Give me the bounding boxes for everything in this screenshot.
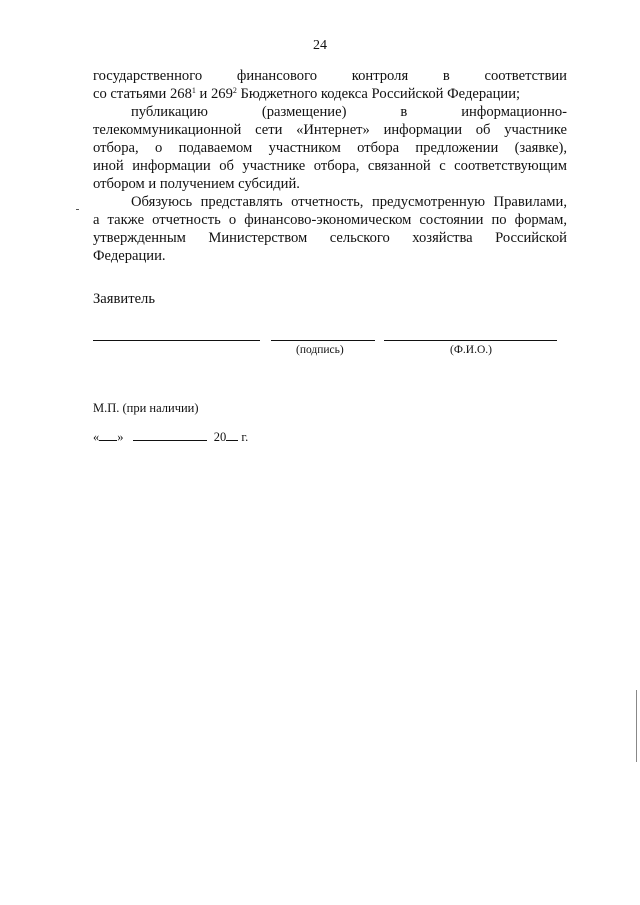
- close-quote: »: [117, 430, 124, 444]
- year-prefix: 20: [213, 430, 227, 444]
- paragraph-publication: [93, 103, 567, 193]
- year-suffix: г.: [238, 430, 249, 444]
- paragraph-reporting: [93, 193, 567, 265]
- signature-caption: (подпись): [296, 344, 344, 356]
- scan-speck: [76, 209, 79, 210]
- fio-caption: (Ф.И.О.): [450, 344, 492, 356]
- month-blank: [133, 428, 207, 441]
- paragraph-line: Обязуюсь представлять отчетность, предусмотренную Правилами,: [131, 194, 567, 210]
- text-fragment: Бюджетного кодекса Российской Федерации;: [236, 86, 521, 102]
- fio-line: [384, 340, 557, 341]
- paragraph-line: иной информации об участнике отбора, связанной с соответствующим: [93, 158, 567, 174]
- paragraph-line: публикацию (размещение) в информационно-: [131, 104, 567, 120]
- date-line: [93, 428, 248, 445]
- applicant-label: Заявитель: [93, 291, 155, 307]
- text-fragment: и 269: [195, 86, 233, 102]
- paragraph-line: а также отчетность о финансово-экономическом состоянии по формам,: [93, 212, 567, 228]
- text-fragment: со статьями 268: [93, 86, 192, 102]
- paragraph-line: отбора, о подаваемом участником отбора предложении (заявке),: [93, 140, 567, 156]
- page-number: 24: [313, 38, 327, 53]
- stamp-label: М.П. (при наличии): [93, 401, 199, 415]
- paragraph-line: утвержденным Министерством сельского хозяйства Российской: [93, 230, 567, 246]
- day-blank: [99, 428, 117, 441]
- year-blank: [226, 428, 238, 441]
- paragraph-line: государственного финансового контроля в соответствии: [93, 68, 567, 84]
- superscript: 1: [191, 86, 196, 95]
- paragraph-line-articles: [93, 85, 567, 103]
- paragraph-line: телекоммуникационной сети «Интернет» информации об участнике: [93, 122, 567, 138]
- signature-line: [271, 340, 375, 341]
- paragraph-line: отбором и получением субсидий.: [93, 176, 300, 192]
- organization-line: [93, 340, 260, 341]
- scan-edge-mark: [636, 690, 637, 762]
- open-quote: «: [93, 430, 100, 444]
- paragraph-line: Федерации.: [93, 248, 166, 264]
- paragraph-control: [93, 67, 567, 103]
- superscript: 2: [232, 86, 237, 95]
